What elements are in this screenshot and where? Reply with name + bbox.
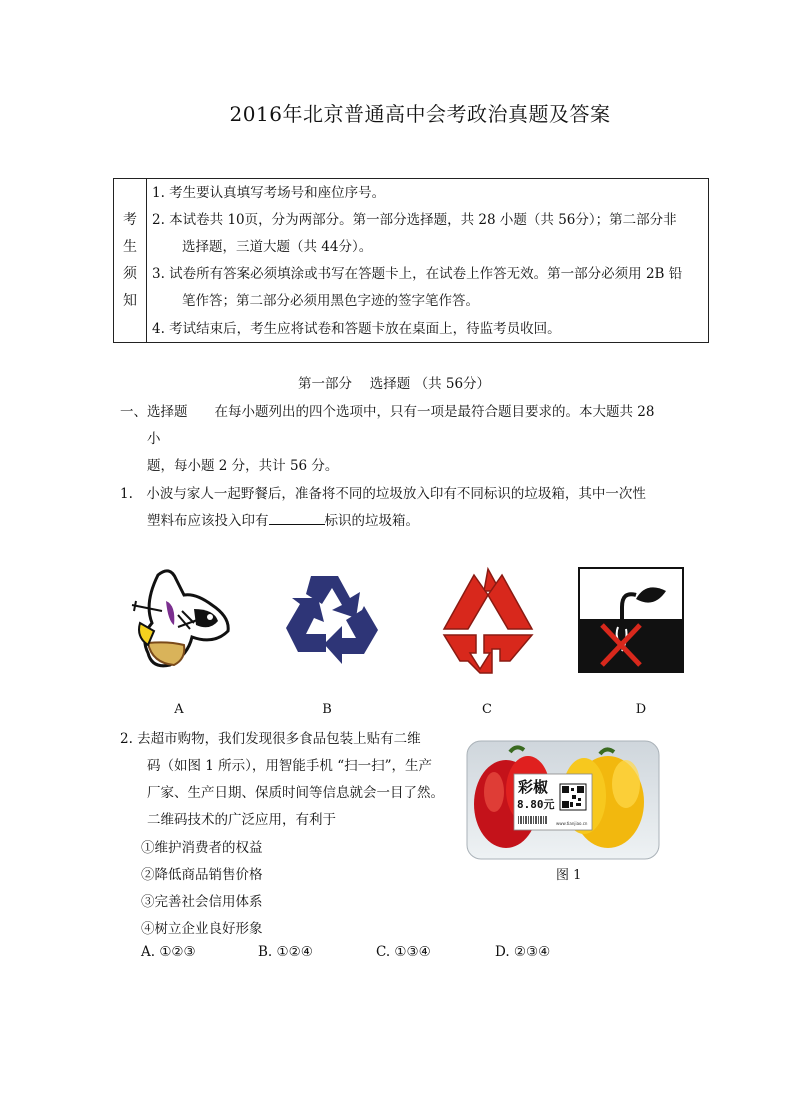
question-2-text: 二维码技术的广泛应用，有利于 — [147, 812, 336, 828]
notice-side-char: 须 — [123, 266, 137, 282]
section-intro: 小 — [147, 431, 161, 447]
recycle-icon — [276, 570, 386, 670]
statement: ②降低商品销售价格 — [141, 867, 263, 883]
part1-heading: 第一部分 选择题 （共 56分） — [298, 376, 491, 392]
option-label: C — [482, 702, 492, 717]
page-title: 2016年北京普通高中会考政治真题及答案 — [229, 102, 611, 126]
choice: D. ②③④ — [495, 944, 551, 960]
section-intro: 一、选择题 在每小题列出的四个选项中，只有一项是最符合题目要求的。本大题共 28 — [120, 404, 655, 420]
question-1-text-part: 塑料布应该投入印有 — [147, 513, 269, 529]
statement: ①维护消费者的权益 — [141, 840, 263, 856]
figure-caption: 图 1 — [556, 868, 582, 883]
notice-item: 3. 试卷所有答案必须填涂或书写在答题卡上，在试卷上作答无效。第一部分必须用 2B 铅 — [152, 266, 683, 282]
harmful-waste-icon — [440, 565, 536, 677]
choice: B. ①②④ — [258, 944, 313, 960]
choice: C. ①③④ — [376, 944, 431, 960]
pepper-label-price: 8.80元 — [517, 798, 555, 811]
notice-item: 选择题，三道大题（共 44分）。 — [182, 239, 373, 255]
pepper-label-url: www.tianjiao.cn — [556, 821, 588, 826]
choice: A. ①②③ — [141, 944, 196, 960]
notice-item: 1. 考生要认真填写考场号和座位序号。 — [152, 185, 386, 201]
option-label: B — [322, 702, 332, 717]
notice-side-char: 知 — [123, 293, 137, 309]
question-2-text: 码（如图 1 所示），用智能手机 “扫一扫”，生产 — [147, 758, 433, 774]
pepper-photo — [466, 740, 660, 860]
notice-item: 4. 考试结束后，考生应将试卷和答题卡放在桌面上，待监考员收回。 — [152, 321, 561, 337]
notice-side-char: 考 — [123, 212, 137, 228]
exam-notice-box — [113, 178, 709, 343]
question-1-text: 1. 小波与家人一起野餐后，准备将不同的垃圾放入印有不同标识的垃圾箱，其中一次性 — [120, 486, 646, 502]
question-1-text — [147, 509, 419, 529]
notice-item: 笔作答；第二部分必须用黑色字迹的签字笔作答。 — [182, 293, 479, 309]
notice-side-label — [114, 179, 147, 342]
notice-item: 2. 本试卷共 10页，分为两部分。第一部分选择题，共 28 小题（共 56分）；第二部分非 — [152, 212, 677, 228]
question-2-text: 2. 去超市购物，我们发现很多食品包装上贴有二维 — [120, 731, 421, 747]
other-waste-icon — [578, 567, 684, 673]
option-label: D — [635, 702, 647, 717]
option-label: A — [174, 702, 184, 717]
question-2-text: 厂家、生产日期、保质时间等信息就会一目了然。 — [147, 785, 444, 801]
section-intro: 题，每小题 2 分，共计 56 分。 — [147, 458, 339, 474]
statement: ③完善社会信用体系 — [141, 894, 263, 910]
kitchen-waste-icon — [118, 565, 246, 675]
pepper-label-name: 彩椒 — [518, 778, 549, 796]
question-1-text-part: 标识的垃圾箱。 — [324, 513, 419, 529]
notice-side-char: 生 — [123, 239, 137, 255]
statement: ④树立企业良好形象 — [141, 921, 263, 937]
answer-blank — [269, 512, 325, 525]
